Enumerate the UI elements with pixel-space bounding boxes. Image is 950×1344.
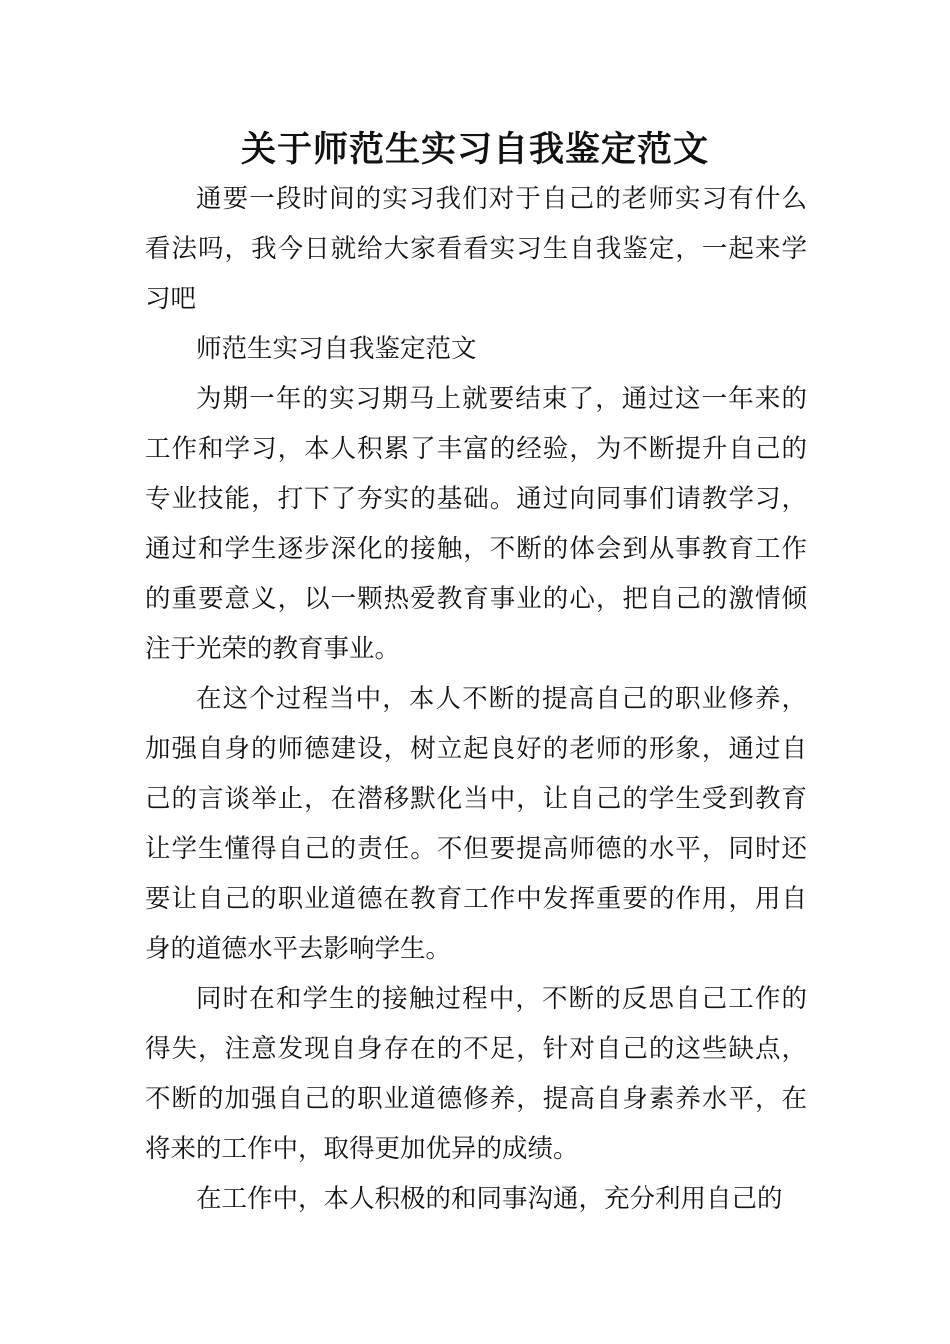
document-body — [145, 174, 807, 1224]
document-title: 关于师范生实习自我鉴定范文 — [240, 129, 709, 170]
paragraph: 在工作中，本人积极的和同事沟通，充分利用自己的 — [196, 1184, 783, 1214]
paragraph: 在这个过程当中，本人不断的提高自己的职业修养，加强自身的师德建设，树立起良好的老师的形象，通过自己的言谈举止，在潜移默化当中，让自己的学生受到教育让学生懂得自己的责任。不但要提高师德的水平，同时还要让自己的职业道德在教育工作中发挥重要的作用，用自身的道德水平去影响学生。 — [145, 684, 807, 964]
paragraph: 同时在和学生的接触过程中，不断的反思自己工作的得失，注意发现自身存在的不足，针对自己的这些缺点，不断的加强自己的职业道德修养，提高自身素养水平，在将来的工作中，取得更加优异的成绩。 — [145, 984, 807, 1164]
paragraph-intro: 通要一段时间的实习我们对于自己的老师实习有什么看法吗，我今日就给大家看看实习生自我鉴定，一起来学习吧 — [145, 184, 807, 314]
paragraph-subtitle: 师范生实习自我鉴定范文 — [196, 334, 477, 364]
paragraph: 为期一年的实习期马上就要结束了，通过这一年来的工作和学习，本人积累了丰富的经验，为不断提升自己的专业技能，打下了夯实的基础。通过向同事们请教学习，通过和学生逐步深化的接触，不断的体会到从事教育工作的重要意义，以一颗热爱教育事业的心，把自己的激情倾注于光荣的教育事业。 — [145, 384, 807, 664]
